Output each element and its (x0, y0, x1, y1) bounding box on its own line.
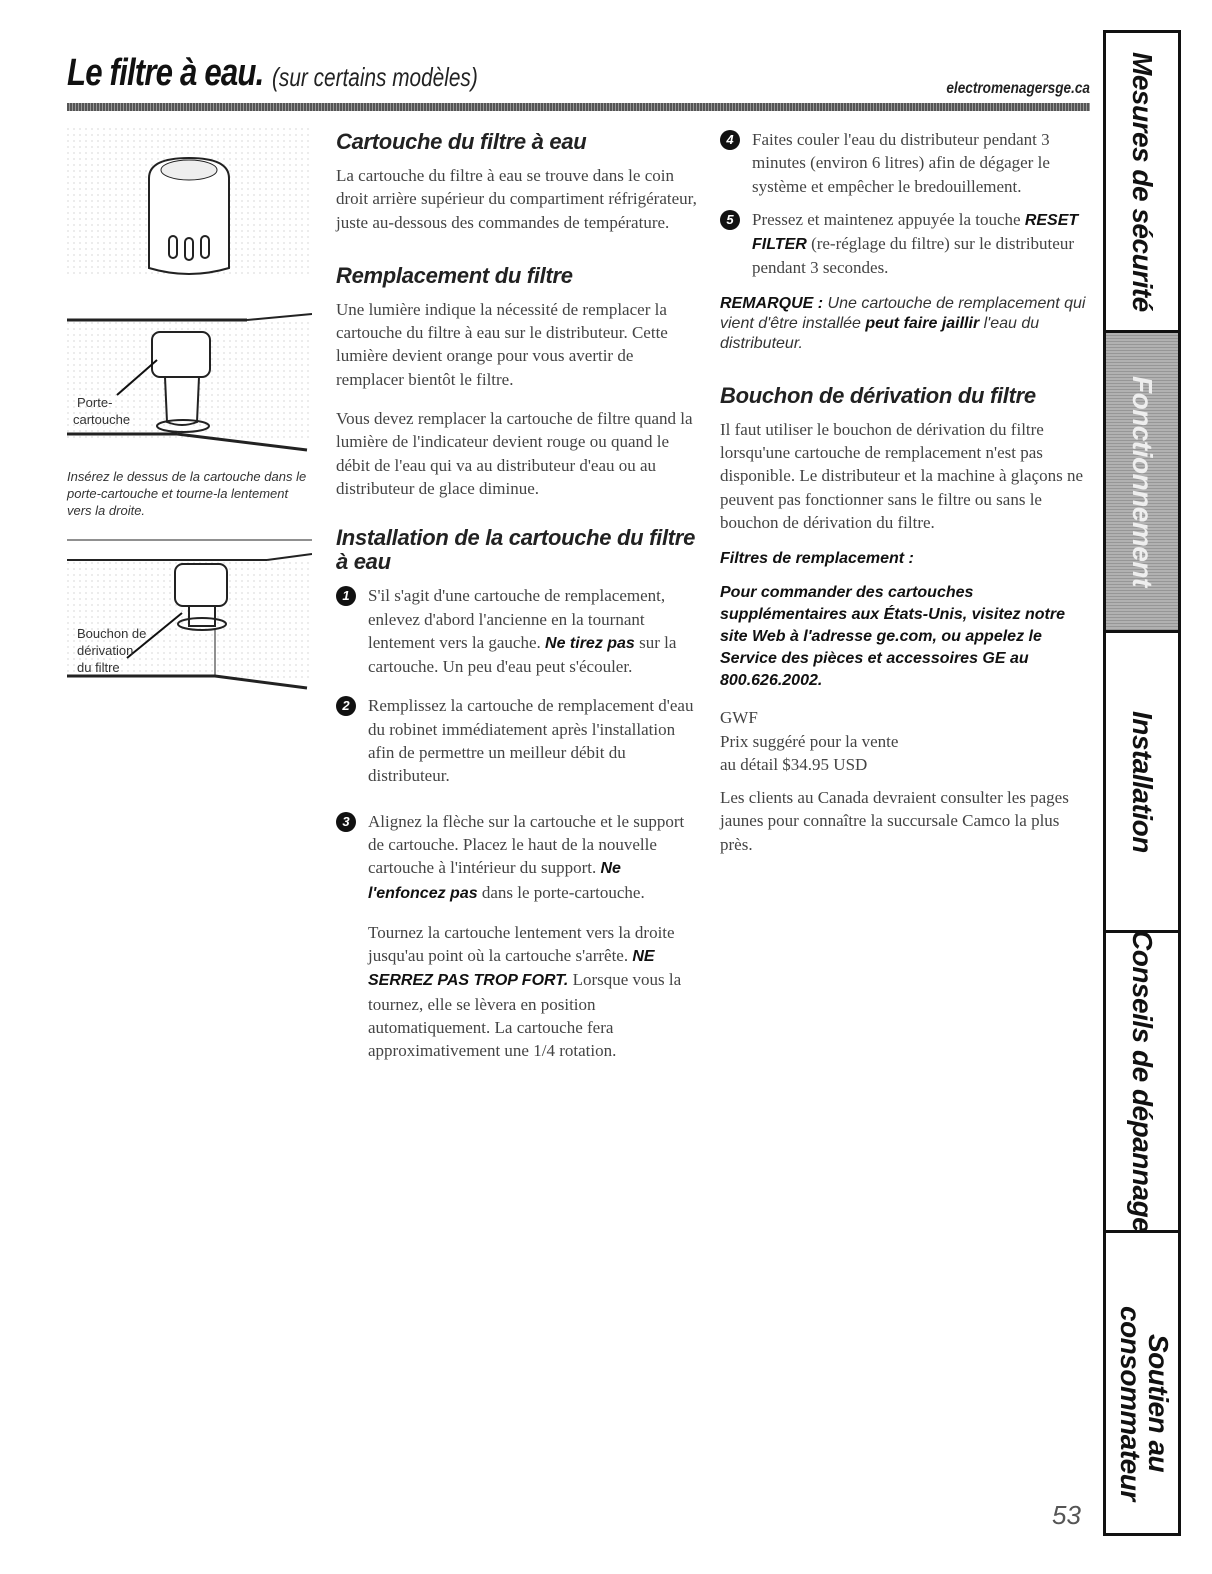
note-text: Une cartouche de remplacement qui vient d'être installée (720, 294, 1086, 332)
heading-cartridge: Cartouche du filtre à eau (336, 129, 587, 154)
step-number-icon: 5 (720, 210, 740, 230)
step-text: (re-réglage du filtre) sur le distributeur pendant 3 secondes. (752, 234, 1074, 278)
note-text: l'eau du distributeur. (720, 314, 1040, 352)
cartridge-holder-illustration (67, 310, 312, 460)
note-emphasis: peut faire jaillir (865, 314, 980, 332)
step-text: Pressez et maintenez appuyée la touche (752, 209, 1025, 229)
note-label: REMARQUE : (720, 294, 824, 312)
note (720, 294, 1092, 354)
step-emphasis: Ne l'enfoncez pas (368, 860, 621, 902)
step-text: S'il s'agit d'une cartouche de remplacement, enlevez d'abord l'ancienne en la tournant lentement vers la gauche. (368, 586, 666, 652)
label-bypass-line2: dérivation (77, 643, 134, 658)
tab-label: Installation (1127, 710, 1158, 853)
bypass-plug-illustration (67, 538, 312, 698)
step-text: Faites couler l'eau du distributeur pendant 3 minutes (environ 6 litres) afin de dégager le système et empêcher le bredouillement. (752, 130, 1050, 196)
page-title (67, 52, 478, 95)
website-link[interactable]: electromenagersge.ca (946, 80, 1090, 97)
replacement-filters-label: Filtres de remplacement : (720, 550, 914, 568)
filter-cartridge-illustration (67, 128, 312, 288)
paragraph-canada: Les clients au Canada devraient consulter les pages jaunes pour connaître la succursale Camco la plus près. (720, 788, 1069, 854)
label-bypass-line3: du filtre (77, 660, 120, 675)
paragraph-indicator-light: Une lumière indique la nécessité de remplacer la cartouche du filtre à eau sur le distributeur. Cette lumière devient orange pour vous avertir de remplacer bientôt le filtre. (336, 299, 668, 389)
step-1 (336, 584, 701, 678)
model-number: GWF (720, 708, 758, 728)
step-5 (720, 208, 1092, 280)
step-emphasis: Ne tirez pas (545, 634, 635, 652)
step-text: Alignez la flèche sur la cartouche et le support de cartouche. Placez le haut de la nouvelle cartouche à l'intérieur du support. (368, 811, 685, 878)
warning-emphasis: NE SERREZ PAS TROP FORT. (368, 948, 655, 990)
step-2 (336, 694, 701, 787)
step-number-icon: 2 (336, 696, 356, 716)
tab-label: Mesures de sécurité (1127, 51, 1158, 312)
step-emphasis: RESET FILTER (752, 211, 1079, 254)
illustration-caption: Insérez le dessus de la cartouche dans le porte-cartouche et tourne-la lentement vers la droite. (67, 469, 307, 518)
title-main: Le filtre à eau. (67, 52, 264, 94)
step-text: Remplissez la cartouche de remplacement d'eau du robinet immédiatement après l'installation afin de permettre un meilleur débit du distributeur. (368, 696, 694, 786)
paragraph-bypass-plug: Il faut utiliser le bouchon de dérivation du filtre lorsqu'une cartouche de remplacement n'est pas disponible. Le distributeur et la machine à glaçons ne peuvent pas fonctionner sans le filtre ou sans le bouchon de dérivation du filtre. (720, 419, 1084, 532)
header-rule (67, 103, 1090, 111)
paragraph-replace-when: Vous devez remplacer la cartouche de filtre quand la lumière de l'indicateur devient rouge ou quand le débit de l'eau qui va au distributeur d'eau ou au distributeur de glace diminue. (336, 409, 693, 498)
section-tabs (1103, 30, 1181, 1536)
paragraph-cartridge-location: La cartouche du filtre à eau se trouve dans le coin droit arrière supérieur du compartiment réfrigérateur, juste au-dessous des commandes de température. (336, 166, 697, 232)
heading-installation: Installation de la cartouche du filtre à eau (336, 525, 696, 575)
label-holder-line1: Porte- (77, 395, 113, 410)
text: Lorsque vous la tournez, elle se lèvera en position automatiquement. La cartouche fera approximativement une 1/4 rotation. (368, 970, 682, 1061)
paragraph-turn-cartridge (336, 921, 701, 1063)
tab-installation[interactable] (1106, 633, 1178, 933)
step-number-icon: 1 (336, 586, 356, 606)
tab-safety[interactable] (1106, 33, 1178, 333)
tab-label: Soutien au consommateur (1115, 1305, 1174, 1501)
title-subtitle: (sur certains modèles) (272, 62, 478, 92)
text: Tournez la cartouche lentement vers la droite jusqu'au point où la cartouche s'arrête. (368, 922, 675, 966)
step-3 (336, 810, 701, 905)
label-bypass-line1: Bouchon de (77, 626, 147, 641)
heading-bypass-plug: Bouchon de dérivation du filtre (720, 382, 1036, 408)
step-text: sur la cartouche. Un peu d'eau peut s'écouler. (368, 632, 677, 677)
price-line2: au détail $34.95 USD (720, 754, 868, 774)
tab-consumer-support[interactable] (1106, 1233, 1178, 1533)
price-line1: Prix suggéré pour la vente (720, 731, 899, 751)
tab-operation[interactable] (1106, 333, 1178, 633)
label-holder-line2: cartouche (73, 412, 131, 427)
tab-label: Fonctionnement (1127, 376, 1158, 587)
column-middle (336, 130, 701, 1079)
tab-troubleshooting[interactable] (1106, 930, 1178, 1233)
step-number-icon: 4 (720, 130, 740, 150)
step-text: dans le porte-cartouche. (477, 882, 645, 902)
tab-label: Conseils de dépannage (1127, 930, 1158, 1233)
heading-replacement: Remplacement du filtre (336, 262, 573, 288)
order-info: Pour commander des cartouches supplémentaires aux États-Unis, visitez notre site Web à l'adresse ge.com, ou appelez le Service des pièces et accessoires GE au 800.626.2002. (720, 584, 1065, 690)
column-right (720, 128, 1092, 872)
step-4 (720, 128, 1092, 198)
page-number: 53 (1052, 1500, 1081, 1530)
step-number-icon: 3 (336, 812, 356, 832)
